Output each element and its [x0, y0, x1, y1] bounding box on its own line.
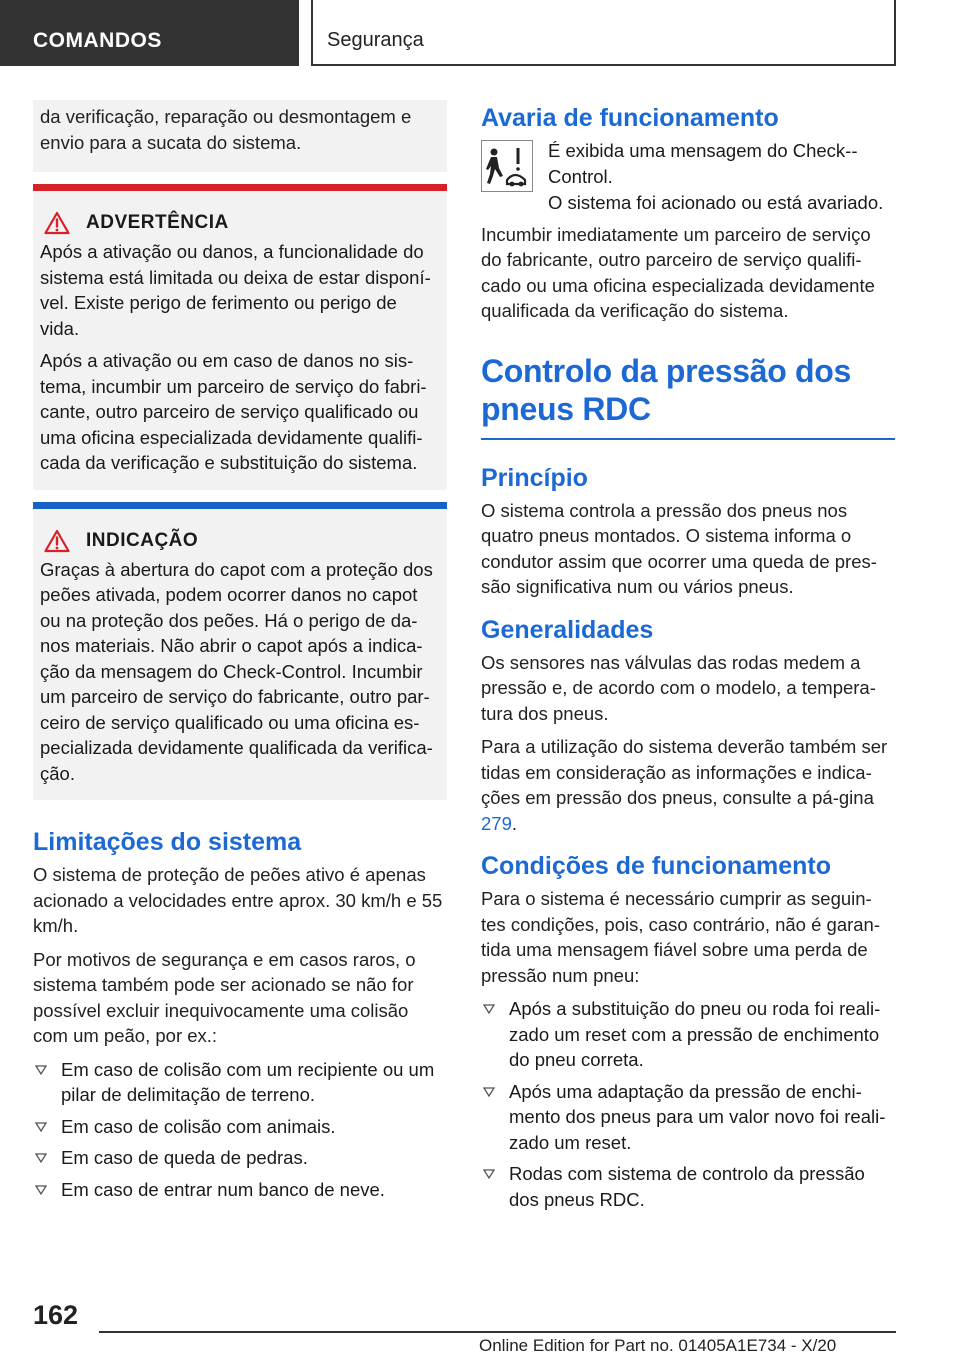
- notice-title: INDICAÇÃO: [86, 529, 199, 551]
- page-number: 162: [33, 1300, 79, 1330]
- warning-text-1: Após a ativação ou danos, a funcionalidade do sistema está limitada ou deixa de estar disponí-vel. Existe perigo de ferimento ou perigo de vida.: [40, 241, 431, 339]
- warning-box: [33, 184, 447, 490]
- warning-triangle-icon: [44, 211, 70, 235]
- limits-heading: Limitações do sistema: [33, 828, 302, 856]
- continuation-box: [33, 100, 447, 172]
- warning-bar: [33, 184, 447, 191]
- section-title: COMANDOS: [33, 29, 162, 52]
- malfunction-text: Incumbir imediatamente um parceiro de serviço do fabricante, outro parceiro de serviço qualifi-cado ou uma oficina especializada devidamente qualificada da verificação do sistema.: [481, 223, 875, 321]
- rdc-section: [481, 352, 895, 440]
- general-text-2: Para a utilização do sistema deverão também ser tidas em consideração as informações e indica-ções em pressão dos pneus, consulte a pá-gina 279.: [481, 736, 888, 834]
- principle-section: [481, 462, 895, 600]
- conditions-list: [481, 996, 895, 1212]
- triangle-bullet-icon: [35, 1153, 47, 1163]
- triangle-bullet-icon: [35, 1185, 47, 1195]
- list-item: Em caso de colisão com um recipiente ou um pilar de delimitação de terreno.: [33, 1057, 447, 1108]
- subsection-tab: [311, 0, 896, 66]
- principle-heading: Princípio: [481, 463, 588, 492]
- left-column: [33, 100, 447, 1208]
- conditions-section: [481, 850, 895, 1212]
- general-heading: Generalidades: [481, 615, 654, 644]
- general-section: [481, 614, 895, 837]
- limits-text-2: Por motivos de segurança e em casos raros, o sistema também pode ser acionado se não for possível excluir inequivocamente uma colisão com um peão, por ex.:: [33, 948, 416, 1046]
- general-text-1: Os sensores nas válvulas das rodas medem a pressão e, de acordo com o modelo, a tempera-tura dos pneus.: [481, 651, 876, 724]
- principle-text: O sistema controla a pressão dos pneus nos quatro pneus montados. O sistema informa o condutor assim que ocorrer uma queda de pres-são significativa num ou vários pneus.: [481, 499, 877, 597]
- right-column: [481, 100, 895, 1218]
- notice-text: Graças à abertura do capot com a proteção dos peões ativada, podem ocorrer danos no capot ou na proteção dos peões. Há o perigo de da-nos materiais. Não abrir o capot após a indica-ção da mensagem do Check-Control. Incumbir um parceiro de serviço do fabricante, outro par-ceiro de serviço qualificado ou uma oficina es-pecializada devidamente qualificada da verifica-ção.: [40, 558, 433, 784]
- notice-box: [33, 502, 447, 801]
- check-control-text-1: É exibida uma mensagem do Check--Control.: [548, 140, 858, 187]
- check-control-block: [481, 138, 895, 216]
- list-item: Em caso de entrar num banco de neve.: [33, 1177, 447, 1203]
- page-link[interactable]: 279: [481, 812, 512, 834]
- check-control-text-2: O sistema foi acionado ou está avariado.: [548, 192, 884, 213]
- triangle-bullet-icon: [35, 1065, 47, 1075]
- pedestrian-protection-icon: [481, 140, 533, 192]
- list-item: Rodas com sistema de controlo da pressão dos pneus RDC.: [481, 1161, 895, 1212]
- edition-text: Online Edition for Part no. 01405A1E734 - X/20: [479, 1336, 837, 1355]
- list-item: Após uma adaptação da pressão de enchi-mento dos pneus para um valor novo foi reali-zado um reset.: [481, 1079, 895, 1156]
- triangle-bullet-icon: [483, 1004, 495, 1014]
- malfunction-heading: Avaria de funcionamento: [481, 104, 779, 132]
- limits-section: [33, 826, 447, 1202]
- subsection-title: Segurança: [327, 29, 424, 51]
- limits-text-1: O sistema de proteção de peões ativo é apenas acionado a velocidades entre aprox. 30 km/h e 55 km/h.: [33, 864, 443, 936]
- footer-rule: [99, 1331, 896, 1333]
- triangle-bullet-icon: [483, 1087, 495, 1097]
- triangle-bullet-icon: [483, 1169, 495, 1179]
- heading-rule: [481, 438, 895, 440]
- caution-triangle-icon: [44, 529, 70, 553]
- continuation-text: da verificação, reparação ou desmontagem e envio para a sucata do sistema.: [40, 106, 412, 153]
- limits-list: [33, 1057, 447, 1203]
- triangle-bullet-icon: [35, 1122, 47, 1132]
- warning-title: ADVERTÊNCIA: [86, 212, 229, 233]
- conditions-text: Para o sistema é necessário cumprir as seguin-tes condições, pois, caso contrário, não é garan-tida uma mensagem fiável sobre uma perda de pressão num pneu:: [481, 888, 881, 986]
- list-item: Em caso de colisão com animais.: [33, 1114, 447, 1140]
- notice-bar: [33, 502, 447, 509]
- list-item: Em caso de queda de pedras.: [33, 1145, 447, 1171]
- warning-text-2: Após a ativação ou em caso de danos no sis-tema, incumbir um parceiro de serviço do fabri-cante, outro parceiro de serviço qualificado ou uma oficina especializada devidamente qualifi-cada da verificação e substituição do sistema.: [40, 350, 427, 473]
- section-tab: [0, 0, 299, 66]
- conditions-heading: Condições de funcionamento: [481, 852, 832, 880]
- list-item: Após a substituição do pneu ou roda foi reali-zado um reset com a pressão de enchimento do pneu correta.: [481, 996, 895, 1073]
- rdc-heading: Controlo da pressão dos pneus RDC: [481, 352, 852, 427]
